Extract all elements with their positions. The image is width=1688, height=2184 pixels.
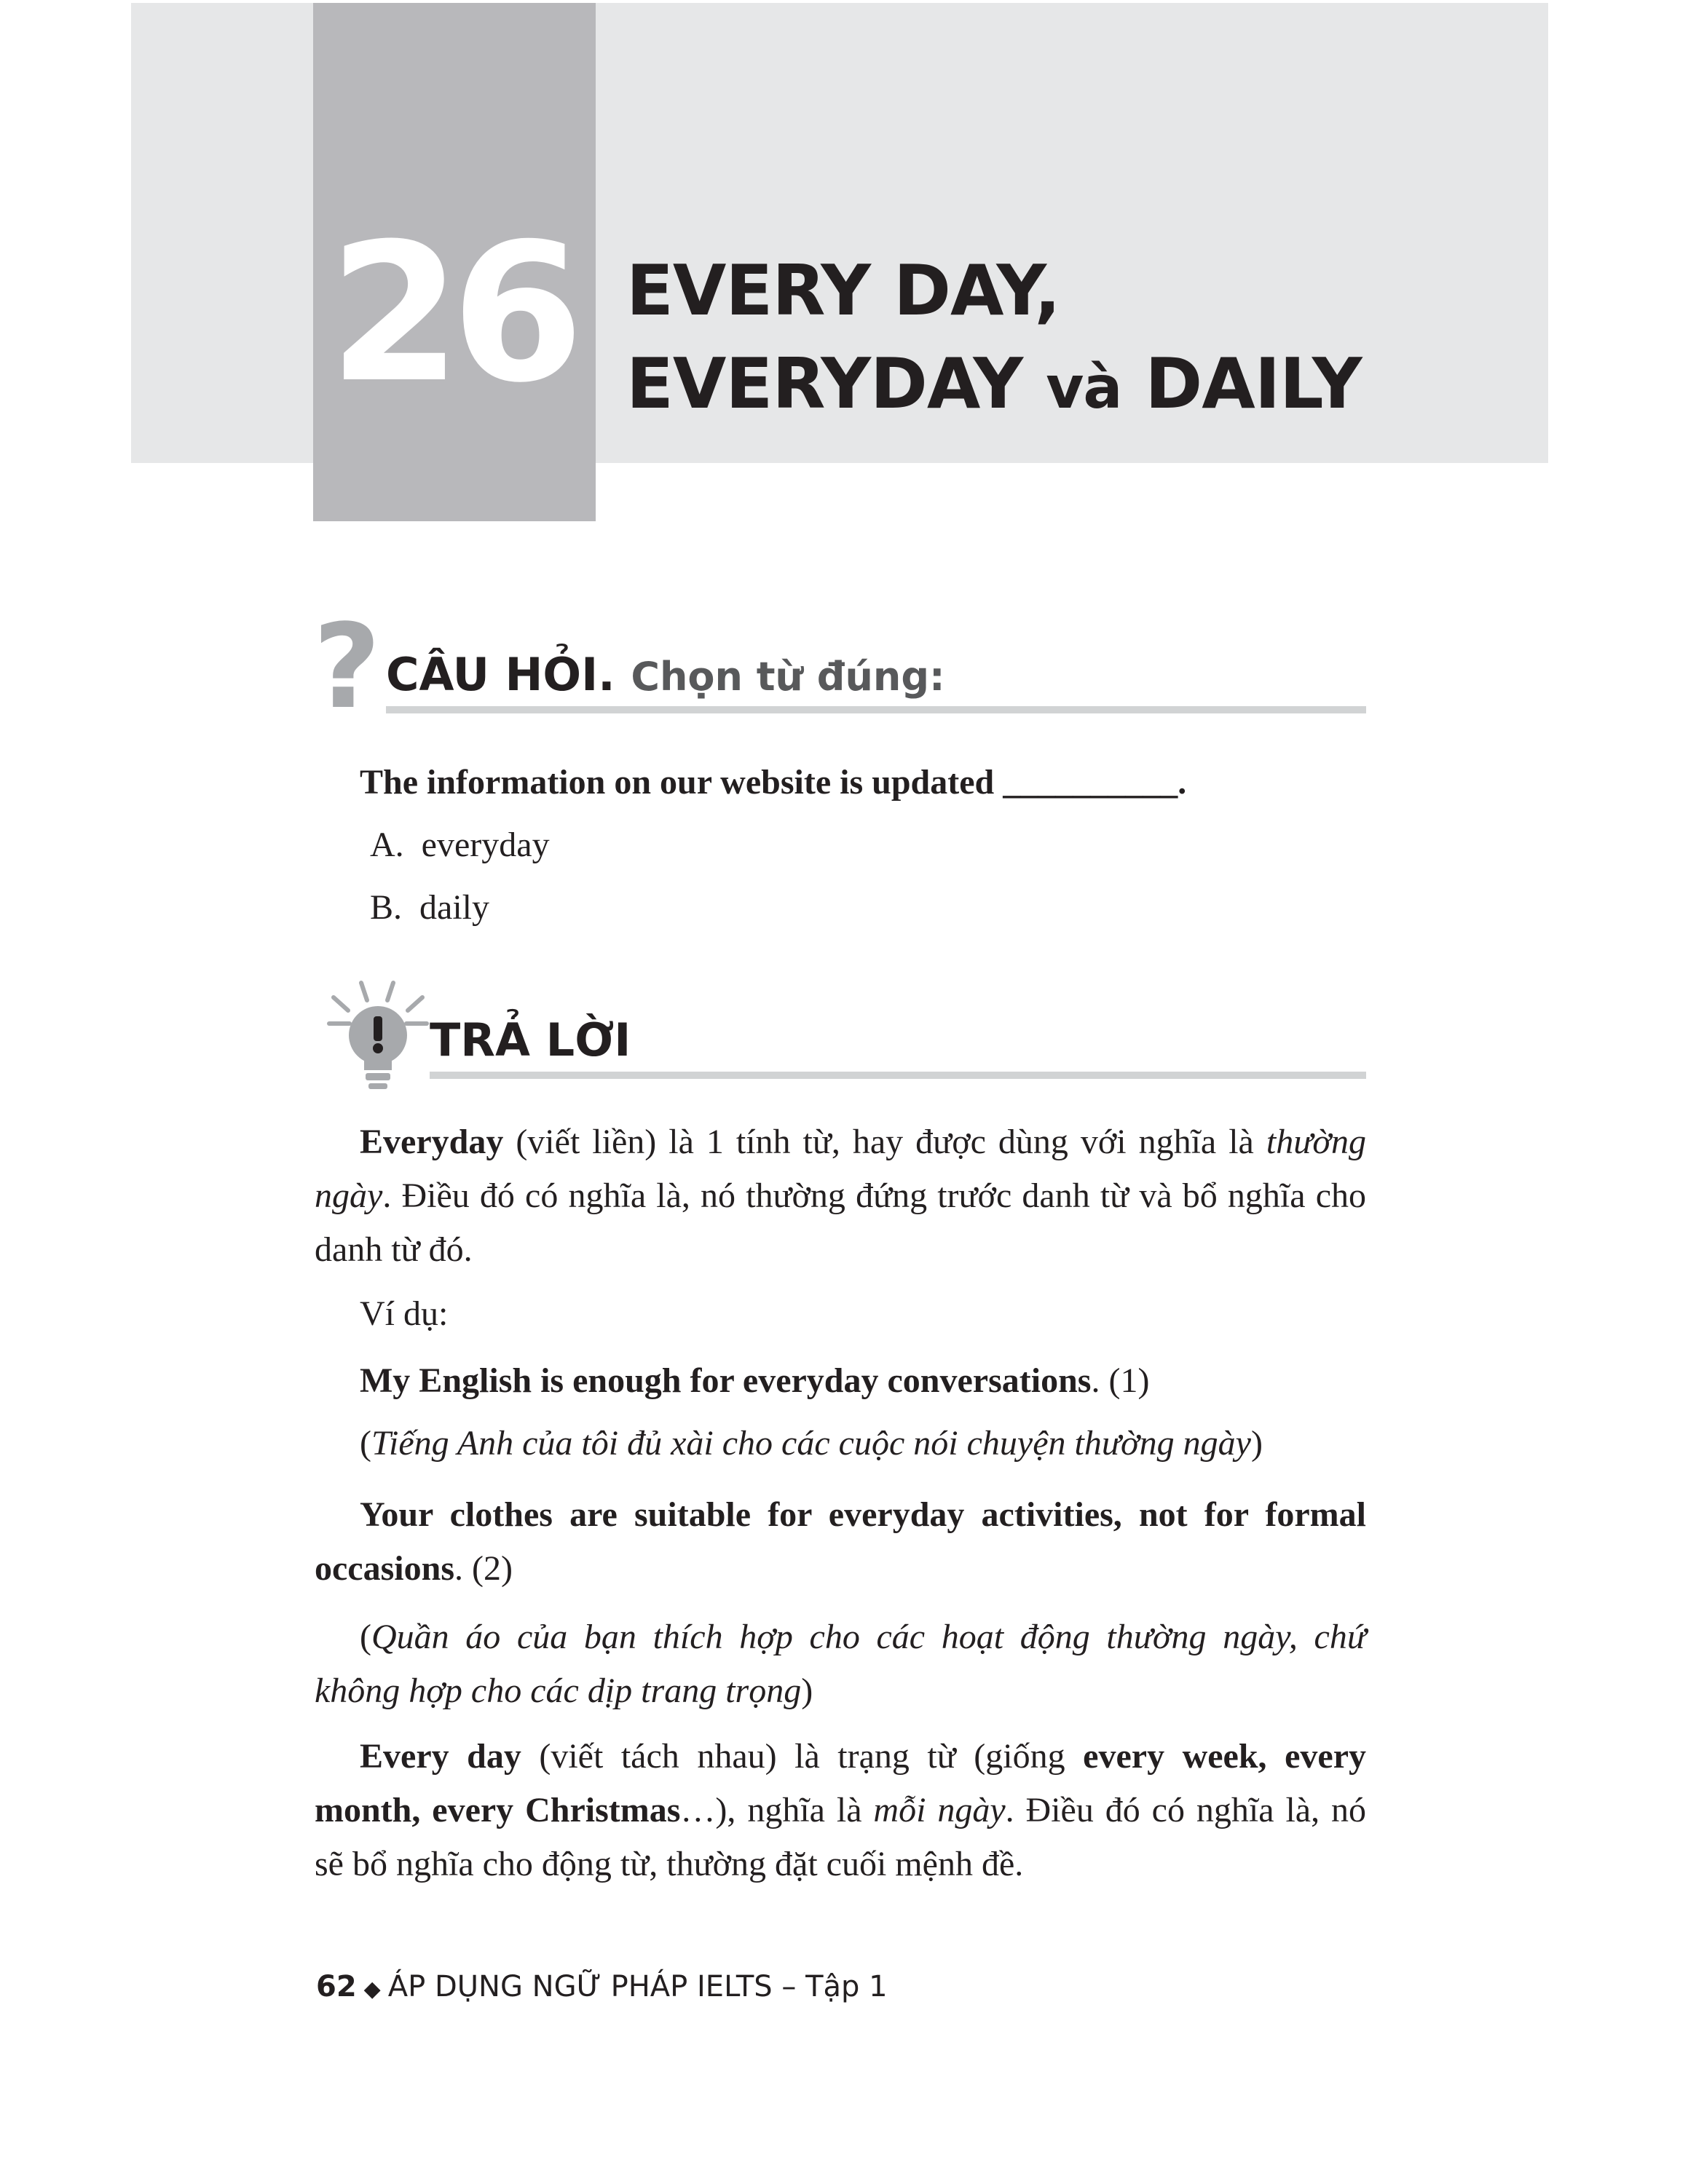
example-1: My English is enough for everyday conversations. (1) [360,1361,1150,1400]
question-mark-icon: ? [313,598,381,735]
chapter-title-line2: EVERYDAY và DAILY [626,344,1362,424]
option-a: A. everyday [370,826,550,864]
chapter-title-line1: EVERY DAY, [626,251,1060,331]
chapter-number: 26 [328,202,574,424]
answer-divider [430,1072,1366,1079]
paragraph-everyday: Everyday (viết liền) là 1 tính từ, hay được dùng với nghĩa là thường ngày. Điều đó có nghĩa là, nó thường đứng trước danh từ và bổ nghĩa cho danh từ đó. [315,1123,1366,1269]
option-b: B. daily [370,888,489,927]
paragraph-every-day: Every day (viết tách nhau) là trạng từ (giống every week, every month, every Christmas…), nghĩa là mỗi ngày. Điều đó có nghĩa là, nó sẽ bổ nghĩa cho động từ, thường đặt cuối mệnh đề. [315,1737,1366,1883]
question-divider [386,706,1366,713]
answer-heading: TRẢ LỜI [430,1013,631,1067]
chapter-title [626,245,1362,435]
lightbulb-icon [313,976,444,1092]
book-title: ÁP DỤNG NGỮ PHÁP IELTS – Tập 1 [387,1970,888,2003]
diamond-icon: ◆ [363,1977,381,2002]
example-2-translation: (Quần áo của bạn thích hợp cho các hoạt động thường ngày, chứ không hợp cho các dịp trang trọng) [315,1618,1366,1710]
example-label: Ví dụ: [360,1294,449,1333]
question-prompt: The information on our website is updated __________. [360,763,1187,802]
example-1-translation: (Tiếng Anh của tôi đủ xài cho các cuộc nói chuyện thường ngày) [360,1424,1263,1463]
question-heading: CÂU HỎI. Chọn từ đúng: [386,648,945,701]
page-number: 62 [316,1970,357,2003]
page-footer [316,1970,888,2003]
example-2: Your clothes are suitable for everyday activities, not for formal occasions. (2) [315,1495,1366,1588]
